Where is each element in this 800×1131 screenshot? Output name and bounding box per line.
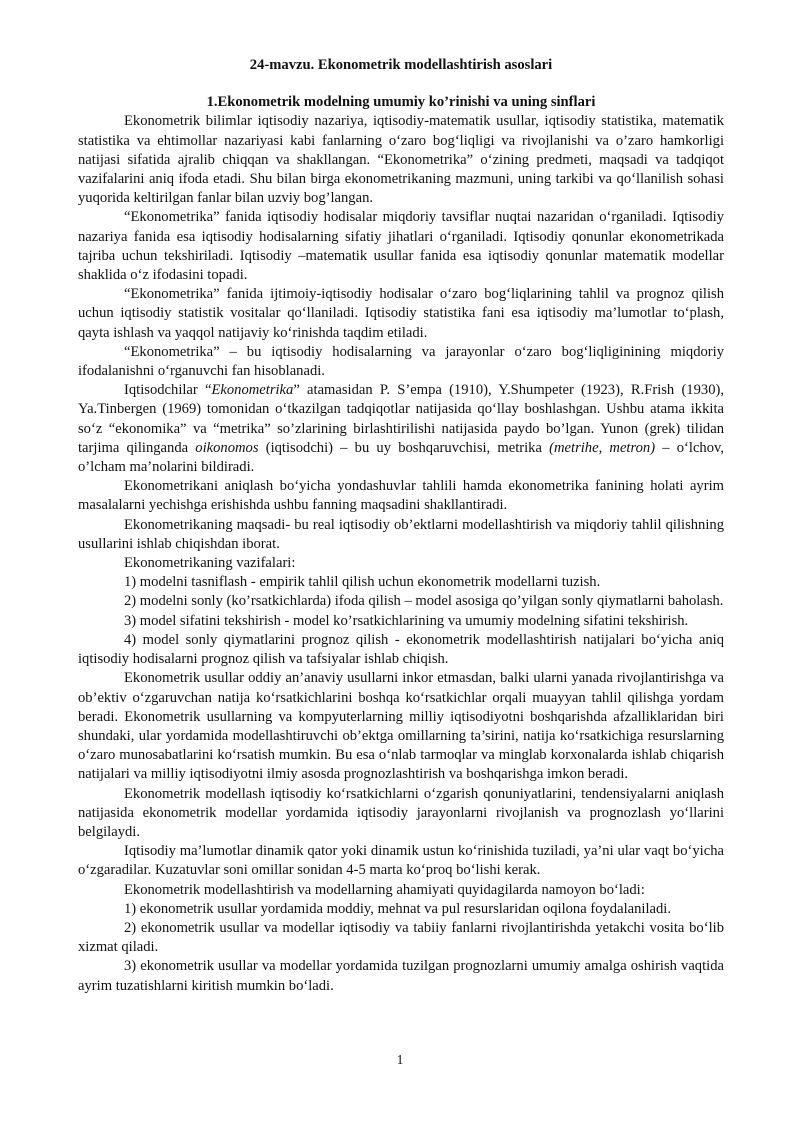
list-item: 4) model sonly qiymatlarini prognoz qilish - ekonometrik modellashtirish natijalari bo‘yicha aniq iqtisodiy hodisalarni prognoz qilish va tafsiyalar ishlab chiqish. (78, 631, 724, 668)
term-oikonomos: oikonomos (195, 439, 259, 456)
paragraph-etymology (78, 381, 724, 477)
page-number: 1 (396, 1052, 404, 1067)
term-ekonometrika: Ekonometrika (211, 382, 294, 399)
etymology-text: Iqtisodchilar “ (124, 382, 212, 399)
etymology-text: ” atamasidan P. S’empa (1910), Y.Shumpeter (1923), R.Frish (1930), Ya.Tinbergen (1969) tomonidan o‘tkazilgan tadqiqotlar natijasida qo‘llay boshlashgan. Ushbu atama ikkita so‘z “ekonomika” va “metrika” so’zlarining birlashtirilishi natijasida paydo bo’lgan. Yunon (grek) tilidan tarjima qilinganda (78, 382, 724, 456)
list-item: 2) modelni sonly (ko’rsatkichlarda) ifoda qilish – model asosiga qo’yilgan sonly qiymatlarni baholash. (124, 593, 724, 610)
list-item: 3) model sifatini tekshirish - model ko’rsatkichlarining va umumiy modelning sifatini tekshirish. (124, 612, 689, 629)
paragraph: Iqtisodiy ma’lumotlar dinamik qator yoki dinamik ustun ko‘rinishida tuziladi, ya’ni ular vaqt bo‘yicha o‘zgaradilar. Kuzatuvlar soni omillar sonidan 4-5 marta ko‘proq bo‘lishi kerak. (78, 843, 724, 879)
list-item: 1) modelni tasniflash - empirik tahlil qilish uchun ekonometrik modellarni tuzish. (124, 574, 601, 591)
paragraph: “Ekonometrika” fanida iqtisodiy hodisalar miqdoriy tavsiflar nuqtai nazaridan o‘rganiladi. Iqtisodiy nazariya fanida esa iqtisodiy hodisalarning sifatiy jihatlari o‘rganiladi. Iqtisodiy qonunlar ekonometrikada tajriba uchun tekshiriladi. Iqtisodiy –matematik usullar fanida esa iqtisodiy qonunlar matematik modellar shaklida o‘z ifodasini topadi. (78, 209, 724, 284)
paragraph: Ekonometrik usullar oddiy an’anaviy usullarni inkor etmasdan, balki ularni yanada rivojlantirishga va ob’ektiv o‘zgaruvchan natija ko‘rsatkichlarini boshqa ko‘rsatkichlar orqali muayyan tahlil qilishga yordam beradi. Ekonometrik usullarning va kompyuterlarning milliy iqtisodiyotni boshqarishda afzalliklaridan biri shundaki, ular yordamida modellashtiruvchi ob’ektga omillarning ta’sirini, natija ko‘rsatkichiga resurslarning o‘zaro munosabatlarini ko‘rsatish mumkin. Bu esa o‘nlab tarmoqlar va minglab korxonalarda ishlab chiqarish natijalari va milliy iqtisodiyotni ilmiy asosda prognozlashtirish va boshqarishga imkon beradi. (78, 670, 724, 783)
paragraph: Ekonometrikaning vazifalari: (124, 555, 296, 572)
paragraph: “Ekonometrika” fanida ijtimoiy-iqtisodiy hodisalar o‘zaro bog‘liqlarining tahlil va prognoz qilish uchun iqtisodiy statistik vositalar qo‘llaniladi. Iqtisodiy statistika fani esa iqtisodiy ma’lumotlar to‘plash, qayta ishlash va yaqqol natijaviy ko‘rinishda taqdim etiladi. (78, 286, 724, 341)
list-item: 3) ekonometrik usullar va modellar yordamida tuzilgan prognozlarni umumiy amalga oshirish vaqtida ayrim tuzatishlarni kiritish mumkin bo‘ladi. (78, 958, 724, 994)
etymology-text: (iqtisodchi) – bu uy boshqaruvchisi, metrika (258, 439, 550, 456)
etymology-text: – o‘lchov, o’lcham ma’nolarini bildiradi. (78, 439, 725, 476)
list-item: 1) ekonometrik usullar yordamida moddiy, mehnat va pul resurslaridan oqilona foydalaniladi. (124, 900, 671, 917)
paragraph: Ekonometrik bilimlar iqtisodiy nazariya, iqtisodiy-matematik usullar, iqtisodiy statistika, matematik statistika va ehtimollar nazariyasi kabi fanlarning o‘zaro bog‘liqligi va rivojlanishi va o’zaro hamkorligi natijasi sifatida ajralib chiqqan va shakllangan. “Ekonometrika” o‘zining predmeti, maqsadi va tadqiqot vazifalarini aniq ifoda etadi. Shu bilan birga ekonometrikaning mazmuni, uning tarkibi va qo‘llanilish sohasi yuqorida keltirilgan fanlar bilan uzviy bog’langan. (78, 113, 724, 207)
paragraph: “Ekonometrika” – bu iqtisodiy hodisalarning va jarayonlar o‘zaro bog‘liqliginining miqdoriy ifodalanishni o‘rganuvchi fan hisoblanadi. (78, 343, 724, 380)
document-title: 24-mavzu. Ekonometrik modellashtirish asoslari (249, 57, 553, 73)
paragraph: Ekonometrikaning maqsadi- bu real iqtisodiy ob’ektlarni modellashtirish va miqdoriy tahlil qilishning usullarini ishlab chiqishdan iborat. (78, 516, 724, 552)
section-heading: 1.Ekonometrik modelning umumiy ko’rinishi va uning sinflari (206, 94, 596, 111)
document-page (78, 56, 724, 996)
term-metrihe-metron: (metrihe, metron) (549, 439, 656, 456)
paragraph: Ekonometrik modellash iqtisodiy ko‘rsatkichlarni o‘zgarish qonuniyatlarini, tendensiyalarni aniqlash natijasida ekonometrik modellar yordamida iqtisodiy jarayonlarni rivojlanish va prognozlash yo‘llarini belgilaydi. (78, 785, 724, 840)
paragraph: Ekonometrikani aniqlash bo‘yicha yondashuvlar tahlili hamda ekonometrika fanining holati ayrim masalalarni yechishga erishishda ushbu fanning maqsadini shakllantiradi. (78, 478, 724, 514)
list-item: 2) ekonometrik usullar va modellar iqtisodiy va tabiiy fanlarni rivojlantirishda yetakchi vosita bo‘lib xizmat qiladi. (78, 919, 724, 956)
paragraph: Ekonometrik modellashtirish va modellarning ahamiyati quyidagilarda namoyon bo‘ladi: (124, 881, 645, 898)
